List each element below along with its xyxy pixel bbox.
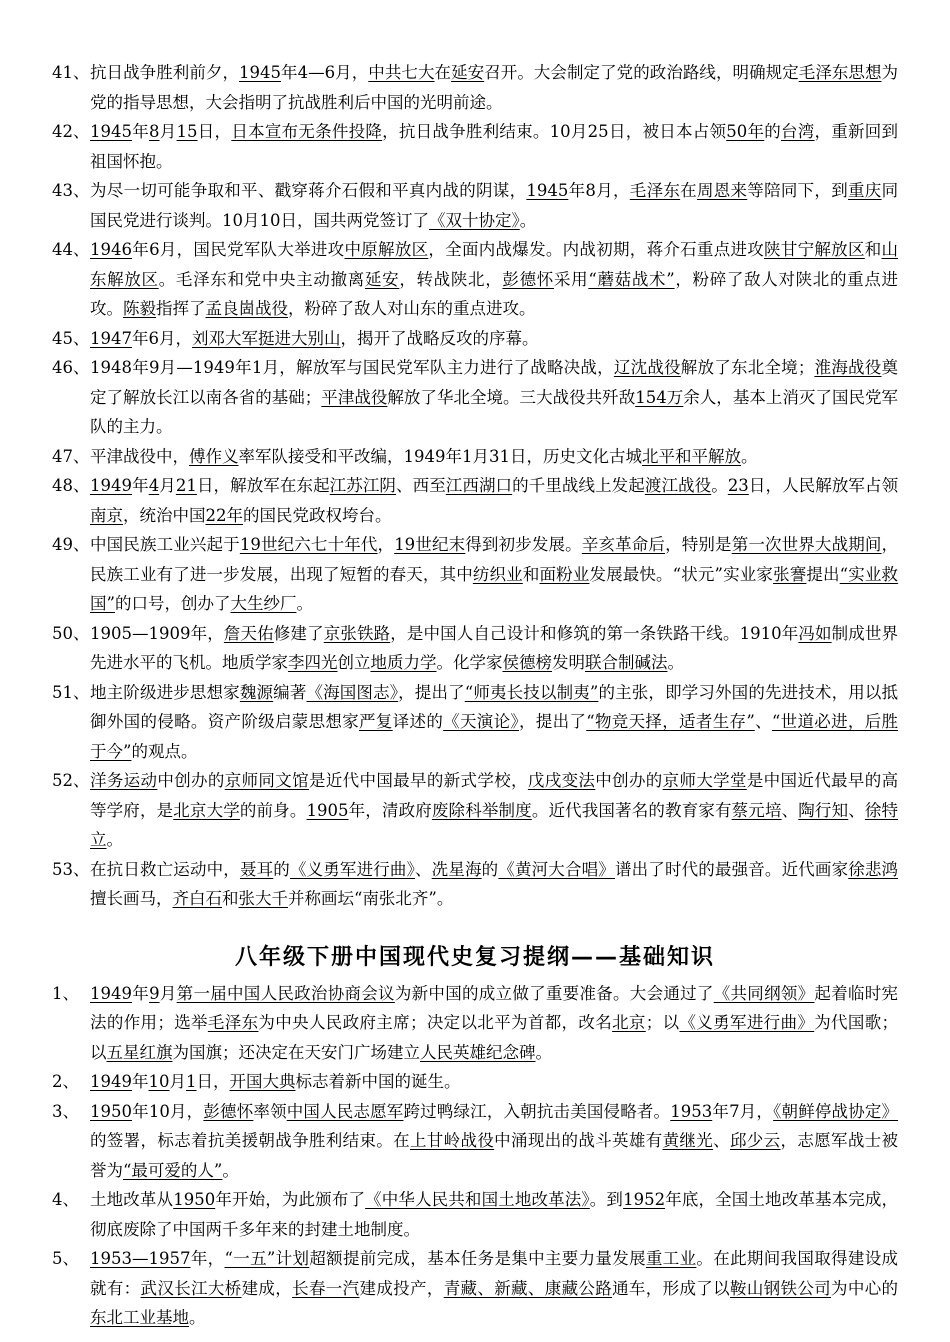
text-segment: 建成， [241, 1278, 293, 1298]
key-term: 1905 [306, 800, 349, 820]
text-segment: ， [377, 535, 395, 554]
text-segment: 为尽一切可能争取和平、戳穿蒋介石假和平真内战的阴谋， [90, 181, 527, 200]
text-segment: 奠定了解放长江以南各省的基础； [90, 358, 899, 407]
text-segment: 召开。大会制定了党的政治路线，明确规定 [484, 63, 799, 82]
text-segment: ，粉碎了敌人对山东的重点进攻。 [288, 299, 536, 318]
item-number: 2、 [52, 1072, 79, 1091]
text-segment: ，志愿军战士被誉为 [90, 1131, 899, 1180]
item-number: 48、 [52, 476, 90, 495]
key-term: “物竞天择，适者生存” [586, 712, 755, 731]
text-segment: 的口号，创办了 [114, 594, 231, 613]
text-segment: 月 [159, 476, 176, 495]
item-number: 4、 [52, 1190, 79, 1209]
key-term: 中国人民志愿军 [286, 1101, 404, 1121]
key-term: 《义勇军进行曲》 [289, 859, 415, 879]
text-segment: 起着临时宪法的作用；选举 [90, 983, 899, 1032]
key-term: 上甘岭战役 [409, 1131, 495, 1150]
text-segment: ，粉碎了敌人对陕北的重点进攻。 [90, 269, 899, 318]
text-segment: 。 [222, 1160, 239, 1180]
text-segment: 的签署，标志着抗美援朝战争胜利结束。在 [90, 1131, 410, 1150]
text-segment: 、西至 [396, 476, 446, 495]
key-term: 江苏江阴 [329, 476, 397, 495]
key-term: 大生纱厂 [230, 594, 297, 613]
item-number: 47、 [52, 446, 90, 466]
text-segment: 发展最快。“状元”实业家 [589, 564, 774, 584]
key-term: 《双十协定》 [429, 210, 520, 230]
key-term: 鞍山钢铁公司 [729, 1278, 832, 1298]
text-segment: ，提出了 [398, 682, 465, 702]
text-segment: 的 [481, 859, 499, 879]
text-segment: 、 [415, 859, 432, 879]
key-term: 武汉长江大桥 [140, 1278, 242, 1298]
key-term: 1 [186, 1072, 197, 1091]
key-term: 19世纪六七十年代 [239, 535, 378, 554]
key-term: 张大千 [238, 889, 288, 908]
text-segment: 解放了华北全境。三大战役共歼敌 [387, 387, 636, 407]
key-term: 1953—1957 [90, 1249, 191, 1268]
text-segment: 。 [296, 594, 313, 613]
key-term: 纺织业 [472, 564, 523, 584]
item-number: 1、 [52, 983, 79, 1003]
key-term: 1949 [90, 1072, 132, 1091]
list-item [52, 442, 898, 472]
text-segment: 跨过鸭绿江，入朝抗击美国侵略者。 [403, 1101, 671, 1121]
text-segment: 中创办的 [595, 771, 663, 790]
text-segment: ，抗日战争胜利结束。10月25日，被日本占领 [382, 122, 727, 141]
key-term: 重工业 [645, 1249, 697, 1268]
key-term: 南京 [90, 505, 123, 525]
key-term: 延安 [364, 269, 400, 289]
text-segment: 抗日战争胜利前夕， [90, 63, 239, 82]
list-item [52, 471, 898, 530]
text-segment: 年6月， [132, 328, 192, 348]
text-segment: 日，人民解放军占领 [748, 476, 899, 495]
text-segment: 中创办的 [157, 771, 225, 790]
text-segment: 谱出了时代的最强音。近代画家 [614, 859, 849, 879]
item-number: 44、 [52, 240, 90, 259]
list-item [52, 176, 898, 235]
text-segment: 和 [522, 564, 540, 584]
key-term: 渡江战役 [644, 476, 712, 495]
text-segment: ，特别是 [665, 535, 732, 554]
list-item [52, 117, 898, 176]
section-title: 八年级下册中国现代史复习提纲——基础知识 [234, 944, 715, 970]
key-term: 1947 [90, 328, 132, 348]
text-segment: 月 [169, 1072, 186, 1091]
text-segment: 超额提前完成，基本任务是集中主要力量发展 [309, 1249, 646, 1268]
key-term: 黄继光 [662, 1131, 714, 1150]
key-term: 废除科举制度 [431, 800, 532, 820]
key-term: 齐白石 [172, 889, 222, 908]
key-term: “最可爱的人” [123, 1160, 223, 1180]
key-term: 聂耳 [239, 859, 274, 879]
key-term: “师夷长技以制夷” [464, 682, 599, 702]
text-segment: 的 [273, 859, 290, 879]
text-segment: 日， [197, 122, 232, 141]
list-item [52, 766, 898, 855]
key-term: 冼星海 [431, 859, 482, 879]
list-item [52, 1097, 898, 1186]
text-segment: 。 [535, 1042, 552, 1062]
key-term: 中原解放区 [344, 240, 429, 259]
text-segment: 日，解放军在东起 [196, 476, 330, 495]
text-segment: 年7月， [712, 1101, 774, 1121]
list-item [52, 58, 898, 117]
text-segment: 、 [848, 800, 865, 820]
key-term: 开国大典 [229, 1072, 296, 1091]
text-segment: 在抗日救亡运动中， [90, 859, 240, 879]
key-term: 《天演论》 [443, 712, 519, 731]
item-number: 49、 [52, 535, 90, 554]
text-segment: 。化学家 [436, 653, 503, 672]
key-term: 1950 [90, 1101, 132, 1121]
key-term: 1953 [670, 1101, 713, 1121]
text-segment: ，全面内战爆发。内战初期，蒋介石重点进攻 [428, 240, 765, 259]
text-segment: 是中国近代最早的高等学府，是 [90, 771, 899, 820]
text-segment: 中国民族工业兴起于 [90, 535, 240, 554]
key-term: 《中华人民共和国土地改革法》 [365, 1190, 590, 1209]
list-item [52, 1185, 898, 1244]
key-term: 1949 [90, 476, 132, 495]
text-segment: 。 [519, 210, 537, 230]
key-term: 《共同纲领》 [713, 983, 815, 1003]
text-segment: 是近代中国最早的新式学校， [308, 771, 528, 790]
key-term: 1945 [239, 63, 281, 82]
list-item [52, 235, 898, 324]
key-term: 1950 [173, 1190, 216, 1209]
list-item [52, 1244, 898, 1333]
text-segment: 得到初步发展。 [465, 535, 582, 554]
review-list-part1 [52, 58, 898, 914]
text-segment: 在 [434, 63, 452, 82]
text-segment: 擅长画马， [90, 889, 173, 908]
key-term: 联合制碱法 [585, 653, 668, 672]
item-number: 42、 [52, 122, 90, 141]
key-term: 青藏、新藏、康藏公路 [443, 1278, 613, 1298]
key-term: 淮海战役 [814, 358, 882, 377]
text-segment: 。 [189, 1308, 206, 1327]
key-term: 江西湖口 [445, 476, 513, 495]
list-item [52, 530, 898, 619]
text-segment: 在 [680, 181, 697, 200]
key-term: 彭德怀 [203, 1101, 254, 1121]
text-segment: 地主阶级进步思想家 [90, 682, 240, 702]
key-term: 8 [149, 122, 160, 141]
key-term: 傅作义 [189, 446, 239, 466]
key-term: 彭德怀 [502, 269, 554, 289]
text-segment: 年10月， [132, 1101, 204, 1121]
item-number: 50、 [52, 623, 90, 643]
key-term: 辛亥革命后 [581, 535, 666, 554]
list-item [52, 353, 898, 442]
key-term: 23 [727, 476, 749, 495]
text-segment: ，提出了 [518, 712, 587, 731]
text-segment: 年6月，国民党军队大举进攻 [132, 240, 345, 259]
text-segment: 1948年9月—1949年1月，解放军与国民党军队主力进行了战略决战， [90, 358, 614, 377]
item-number: 5、 [52, 1249, 79, 1268]
text-segment: 为中央人民政府主席；决定以北平为首都，改名 [258, 1013, 613, 1032]
key-term: 154万 [635, 387, 684, 407]
key-term: 毛泽东 [629, 181, 681, 200]
text-segment: 的主张，即学习外国的先进技术，用以抵御外国的侵略。资产阶级启蒙思想家 [90, 682, 899, 731]
list-item [52, 979, 898, 1068]
key-term: 平津战役 [321, 387, 388, 407]
key-term: 延安 [451, 63, 485, 82]
text-segment: 。毛泽东和党中央主动撤离 [158, 269, 365, 289]
key-term: 毛泽东 [207, 1013, 259, 1032]
key-term: 19世纪末 [394, 535, 466, 554]
key-term: 第一届中国人民政治协商会议 [176, 983, 395, 1003]
key-term: 东北工业基地 [90, 1308, 189, 1327]
key-term: 京师同文馆 [224, 771, 309, 790]
key-term: 1952 [623, 1190, 666, 1209]
text-segment: 为中心的 [831, 1278, 899, 1298]
key-term: 侯德榜 [502, 653, 552, 672]
key-term: 《海国图志》 [306, 682, 399, 702]
text-segment: 和 [222, 889, 239, 908]
key-term: 1945 [526, 181, 569, 200]
key-term: 陕甘宁解放区 [764, 240, 865, 259]
text-segment: 为国旗；还决定在天安门广场建立 [172, 1042, 420, 1062]
key-term: 《义勇军进行曲》 [679, 1013, 815, 1032]
text-segment: 为新中国的成立做了重要准备。大会通过了 [394, 983, 714, 1003]
text-segment: 。 [106, 830, 123, 849]
key-term: “蘑菇战术” [588, 269, 675, 289]
key-term: 1949 [90, 983, 132, 1003]
item-number: 43、 [52, 181, 90, 200]
text-segment: 中涌现出的战斗英雄有 [494, 1131, 663, 1150]
key-term: 毛泽东思想 [798, 63, 882, 82]
key-term: 1945 [90, 122, 132, 141]
text-segment: 、 [713, 1131, 730, 1150]
text-segment: 标志着新中国的诞生。 [295, 1072, 461, 1091]
key-term: 中共七大 [368, 63, 435, 82]
key-term: “世道必进，后胜于今” [90, 712, 899, 761]
key-term: 李四光 [288, 653, 338, 672]
text-segment: 修建了 [273, 623, 324, 643]
item-number: 46、 [52, 358, 90, 377]
text-segment: ，民族工业有了进一步发展，出现了短暂的春天，其中 [90, 535, 899, 584]
key-term: 北京 [612, 1013, 646, 1032]
key-term: 9 [149, 983, 160, 1003]
key-term: 五星红旗 [106, 1042, 173, 1062]
key-term: 1946 [90, 240, 132, 259]
text-segment: 年 [132, 122, 150, 141]
list-item [52, 324, 898, 354]
text-segment: 解放了东北全境； [680, 358, 815, 377]
key-term: 邱少云 [729, 1131, 781, 1150]
text-segment: ，转战陕北， [399, 269, 503, 289]
key-term: 第一次世界大战期间 [731, 535, 882, 554]
text-segment: 土地改革从 [90, 1190, 174, 1209]
text-segment: 年， [190, 1249, 225, 1268]
text-segment: ，统治中国 [123, 505, 206, 525]
text-segment: 发明 [552, 653, 585, 672]
text-segment: 年 [132, 1072, 149, 1091]
key-term: 孟良崮战役 [205, 299, 288, 318]
key-term: 冯如 [798, 623, 832, 643]
key-term: 严复 [359, 712, 393, 731]
text-segment: 的观点。 [131, 741, 198, 761]
key-term: 《黄河大合唱》 [498, 859, 615, 879]
list-item [52, 1067, 898, 1097]
text-segment: 平津战役中， [90, 446, 189, 466]
item-number: 3、 [52, 1101, 79, 1121]
list-item [52, 619, 898, 678]
key-term: 北京大学 [173, 800, 240, 820]
text-segment: 的前身。 [239, 800, 307, 820]
key-term: 京张铁路 [323, 623, 391, 643]
text-segment: 年，清政府 [348, 800, 432, 820]
key-term: 长春一汽 [292, 1278, 360, 1298]
list-item [52, 678, 898, 767]
item-number: 52、 [52, 771, 90, 790]
text-segment: 和 [864, 240, 882, 259]
key-term: 陶行知 [798, 800, 849, 820]
text-segment: 日， [196, 1072, 230, 1091]
text-segment: 、 [781, 800, 799, 820]
key-term: 张謇 [773, 564, 807, 584]
text-segment: 、 [754, 712, 772, 731]
key-term: 22年 [205, 505, 243, 525]
text-segment: 采用 [553, 269, 589, 289]
text-segment: 创立 [337, 653, 371, 672]
text-segment: 译述的 [392, 712, 444, 731]
key-term: 日本宣布无条件投降 [231, 122, 383, 141]
key-term: 山东解放区 [90, 240, 899, 289]
text-segment: 。 [667, 653, 684, 672]
text-segment: 1905—1909年， [90, 623, 224, 643]
key-term: 人民英雄纪念碑 [420, 1042, 536, 1062]
text-segment: 月 [159, 983, 177, 1003]
item-number: 41、 [52, 63, 90, 82]
text-segment: 年底，全国土地改革基本完成，彻底废除了中国两千多年来的封建土地制度。 [90, 1190, 899, 1239]
text-segment: ；以 [645, 1013, 680, 1032]
key-term: 10 [148, 1072, 170, 1091]
text-segment: 。近代我国著名的教育家有 [531, 800, 732, 820]
key-term: “实业救国” [90, 564, 899, 613]
item-number: 45、 [52, 328, 90, 348]
key-term: 辽沈战役 [613, 358, 681, 377]
key-term: 刘邓大军挺进大别山 [192, 328, 341, 348]
list-item [52, 855, 898, 914]
text-segment: 提出 [806, 564, 840, 584]
text-segment: 。 [711, 476, 728, 495]
key-term: 15 [176, 122, 198, 141]
text-segment: 并称画坛“南张北齐”。 [288, 889, 454, 908]
key-term: 21 [175, 476, 197, 495]
key-term: 詹天佑 [223, 623, 274, 643]
text-segment: 的 [764, 122, 782, 141]
text-segment: 月 [159, 122, 177, 141]
text-segment: 编著 [273, 682, 307, 702]
text-segment: 为代国歌；以 [90, 1013, 899, 1062]
text-segment: 建成投产， [359, 1278, 444, 1298]
key-term: 4 [148, 476, 160, 495]
text-segment: 年开始，为此颁布了 [215, 1190, 366, 1209]
key-term: 魏源 [239, 682, 274, 702]
key-term: 京师大学堂 [662, 771, 747, 790]
key-term: 陈毅 [123, 299, 156, 318]
key-term: 《朝鲜停战协定》 [773, 1101, 899, 1121]
key-term: 戊戌变法 [527, 771, 596, 790]
key-term: 周恩来 [696, 181, 748, 200]
text-segment: 余人，基本上消灭了国民党军队的主力。 [90, 387, 899, 436]
key-term: 徐悲鸿 [848, 859, 899, 879]
key-term: 面粉业 [539, 564, 590, 584]
key-term: 蔡元培 [731, 800, 782, 820]
text-segment: 的国民党政权垮台。 [243, 505, 392, 525]
key-term: 徐特立 [90, 800, 899, 849]
text-segment: 的千里战线上发起 [512, 476, 645, 495]
review-list-part2 [52, 979, 898, 1333]
text-segment: 率军队接受和平改编，1949年1月31日，历史文化古城 [238, 446, 642, 466]
text-segment: 。在此期间我国取得建设成就有： [90, 1249, 899, 1298]
key-term: 50年 [726, 122, 765, 141]
text-segment: ，揭开了战略反攻的序幕。 [340, 328, 539, 348]
key-term: 重庆 [848, 181, 882, 200]
text-segment: 年 [132, 983, 150, 1003]
text-segment: 等陪同下，到 [747, 181, 848, 200]
key-term: 洋务运动 [90, 771, 158, 790]
key-term: 北平和平解放 [642, 446, 741, 466]
text-segment: ，重新回到祖国怀抱。 [90, 122, 899, 171]
key-term: “一五”计划 [224, 1249, 310, 1268]
text-segment: 率领 [253, 1101, 287, 1121]
text-segment: ，是中国人自己设计和修筑的第一条铁路干线。1910年 [390, 623, 799, 643]
item-number: 53、 [52, 859, 90, 879]
text-segment: 为党的指导思想，大会指明了抗战胜利后中国的光明前途。 [90, 63, 899, 112]
text-segment: 指挥了 [156, 299, 206, 318]
text-segment: 同国民党进行谈判。10月10日，国共两党签订了 [90, 181, 899, 230]
text-segment: 。到 [589, 1190, 624, 1209]
text-segment: 制成世界先进水平的飞机。地质学家 [90, 623, 899, 672]
item-number: 51、 [52, 682, 90, 702]
text-segment: 通车，形成了以 [612, 1278, 730, 1298]
text-segment: 年8月， [568, 181, 630, 200]
text-segment: 年 [132, 476, 149, 495]
key-term: 台湾 [781, 122, 815, 141]
text-segment: 。 [741, 446, 758, 466]
key-term: 地质力学 [370, 653, 437, 672]
text-segment: 年4—6月， [281, 63, 369, 82]
